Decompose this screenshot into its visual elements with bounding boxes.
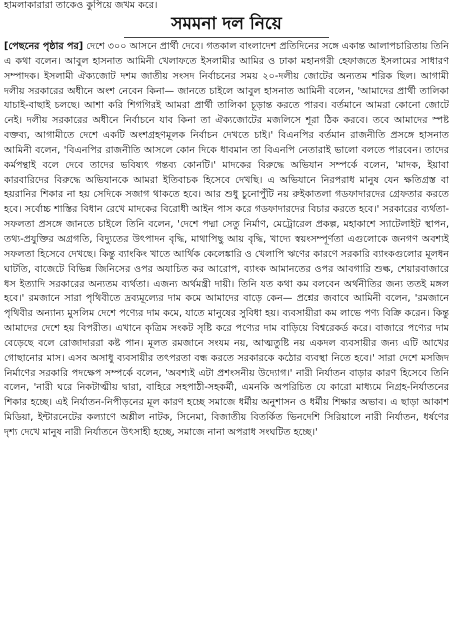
article-headline: সমমনা দল নিয়ে bbox=[124, 13, 329, 38]
article-body-text: দেশে ৩০০ আসনে প্রার্থী দেবে। গতকাল বাংলাদেশ প্রতিদিনের সঙ্গে একান্ত আলাপচারিতায় তিনি এ কথা বলেন। আবুল হাসনাত আমিনী খেলাফতে ইসলামীর আমির ও ঢাকা মহানগরী হেফাজতে ইসলামের সাধারণ সম্পাদক। ইসলামী ঐক্যজোট দশম জাতীয় সংসদ নির্বাচনের সময় ২০-দলীয় জোটের অন্যতম শরিক ছিল। আগামী দলীয় সরকারের অধীনে অংশ নেবেন কিনা— জানতে চাইলে আবুল হাসনাত আমিনী বলেন, 'আমাদের প্রার্থী তালিকা যাচাই-বাছাই চলছে। আশা করি শিগগিরই আমরা প্রার্থী তালিকা চূড়ান্ত করতে পারব। বর্তমানে আমরা কোনো জোটে নেই। দলীয় সরকারের অধীনে নির্বাচনে যাব কিনা তা ঐক্যজোটের মজলিসে শূরা ঠিক করবে। তবে আমাদের স্পষ্ট বক্তব্য, আগামীতে দেশে একটি অংশগ্রহণমূলক নির্বাচন দেখতে চাই।' বিএনপির বর্তমান রাজনীতি প্রসঙ্গে হাসনাত আমিনী বলেন, 'বিএনপির রাজনীতি আসলে কোন দিকে ধাবমান তা বিএনপি নেতারাই ভালো বলতে পারবেন। তাদের কর্মপন্থাই বলে দেবে তাদের ভবিষ্যৎ গন্তব্য কোনটি।' মাদকের বিরুদ্ধে অভিযান সম্পর্কে বলেন, 'মাদক, ইয়াবা কারবারিদের বিরুদ্ধে অভিযানকে আমরা ইতিবাচক হিসেবে দেখছি। এ অভিযানে নিরপরাধ মানুষ যেন ক্ষতিগ্রস্ত বা হয়রানির শিকার না হয় সেদিকে সজাগ থাকতে হবে। আর শুধু চুনোপুঁটি নয় রুইকাতলা গডফাদারদের গ্রেফতার করতে হবে। সর্বোচ্চ শাস্তির বিধান রেখে মাদকের বিরোধী আইন পাস করে গডফাদারদের বিচার করতে হবে।' সরকারের ব্যর্থতা-সফলতা প্রসঙ্গে জানতে চাইলে তিনি বলেন, 'দেশে পদ্মা সেতু নির্মাণ, মেট্রোরেল প্রকল্প, মহাকাশে স্যাটেলাইট স্থাপন, তথ্য-প্রযুক্তির অগ্রগতি, বিদ্যুতের উৎপাদন বৃদ্ধি, মাথাপিছু আয় বৃদ্ধি, খাদ্যে স্বয়ংসম্পূর্ণতা এগুলোকে জনগণ অবশ্যই সফলতা হিসেবে দেখছে। কিন্তু ব্যাংকিং খাতে আর্থিক কেলেঙ্কারি ও খেলাপি ঋণের কারণে সরকারি ব্যাংকগুলোর মূলধন ঘাটতি, বাজেটে বিভিন্ন জিনিসের ওপর অযাচিত কর আরোপ, ব্যাংক আমানতের ওপর আবগারি শুল্ক, শেয়ারবাজারে ধস ইত্যাদি সরকারের অন্যতম ব্যর্থতা। এজন্য অর্থমন্ত্রী দায়ী। তিনি যত কথা কম বলবেন অর্থনীতির জন্য ততই মঙ্গল হবে।' রমজানে সারা পৃথিবীতে দ্রব্যমূল্যের দাম কমে আমাদের বাড়ে কেন— প্রশ্নের জবাবে আমিনী বলেন, 'রমজানে পৃথিবীর অন্যান্য মুসলিম দেশে পণ্যের দাম কমে, যাতে মানুষের সুবিধা হয়। ব্যবসায়ীরা কম লাভে পণ্য বিক্রি করেন। কিন্তু আমাদের দেশে হয় বিপরীত। এখানে কৃত্রিম সংকট সৃষ্টি করে পণ্যের দাম বাড়িয়ে বিশ্বরেকর্ড করে। বাজারে পণ্যের দাম বেড়েছে বলে রোজাদাররা কষ্ট পান। মূলত রমজানে সংযম নয়, আত্মতুষ্টি নয় একদল ব্যবসায়ীর জন্য এটি আখের গোছানোর মাস। এসব অসাধু ব্যবসায়ীর তৎপরতা বন্ধ করতে সরকারকে কঠোর ব্যবস্থা নিতে হবে।' সারা দেশে মসজিদ নির্মাণের সরকারি পদক্ষেপ সম্পর্কে বলেন, 'অবশ্যই এটা প্রশংসনীয় উদ্যোগ।' নারী নির্যাতন বাড়ার কারণ হিসেবে তিনি বলেন, 'নারী ঘরে নিকটাত্মীয় দ্বারা, বাহিরে সহপাঠী-সহকর্মী, এমনকি অপরিচিত যে কারো মাধ্যমে নিগ্রহ-নির্যাতনের শিকার হচ্ছে। এই নির্যাতন-নিপীড়নের মূল কারণ হচ্ছে সমাজে ধর্মীয় অনুশাসন ও ধর্মীয় শিক্ষার অভাব। এ ছাড়া আকাশ মিডিয়া, ইন্টারনেটের কল্যাণে অশ্লীল নাটক, সিনেমা, বিজাতীয় বিতর্কিত ভিনদেশি সিরিয়ালে নারী নির্যাতন, ধর্ষণের দৃশ্য দেখে মানুষ নারী নির্যাতনে উৎসাহী হচ্ছে, সমাজে নানা অপরাধ সংঘটিত হচ্ছে।' bbox=[4, 41, 449, 438]
continuation-label: [পেছনের পৃষ্ঠার পর] bbox=[4, 41, 84, 52]
previous-article-tail: হামলাকারারা তাকেও কুপিয়ে জখম করে। bbox=[4, 0, 158, 11]
article-body bbox=[4, 40, 449, 640]
